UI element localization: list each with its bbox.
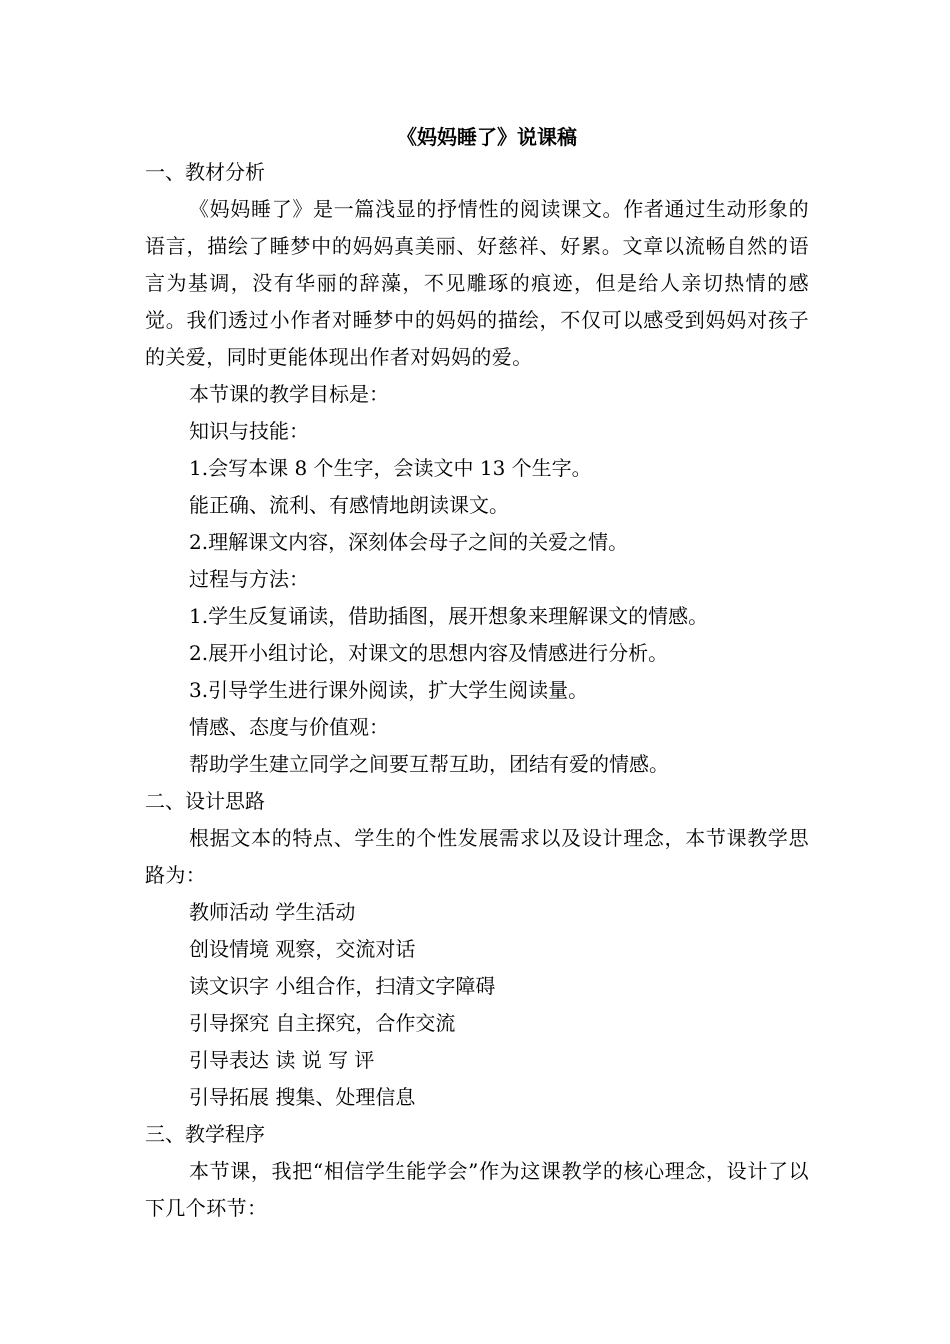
knowledge-heading: 知识与技能： bbox=[189, 419, 309, 443]
goals-intro: 本节课的教学目标是： bbox=[189, 382, 389, 406]
section-heading-procedure: 三、教学程序 bbox=[145, 1122, 265, 1146]
knowledge-item: 2.理解课文内容，深刻体会母子之间的关爱之情。 bbox=[189, 530, 629, 554]
design-row: 引导拓展 搜集、处理信息 bbox=[189, 1085, 416, 1109]
design-row: 引导表达 读 说 写 评 bbox=[189, 1048, 375, 1072]
design-row: 创设情境 观察，交流对话 bbox=[189, 937, 416, 961]
design-row: 读文识字 小组合作，扫清文字障碍 bbox=[189, 974, 496, 998]
analysis-paragraph: 《妈妈睡了》是一篇浅显的抒情性的阅读课文。作者通过生动形象的语言，描绘了睡梦中的妈妈真美丽、好慈祥、好累。文章以流畅自然的语言为基调，没有华丽的辞藻，不见雕琢的痕迹，但是给人亲切热情的感觉。我们透过小作者对睡梦中的妈妈的描绘，不仅可以感受到妈妈对孩子的关爱，同时更能体现出作者对妈妈的爱。 bbox=[145, 197, 809, 369]
section-heading-analysis: 一、教材分析 bbox=[145, 160, 265, 184]
emotion-heading: 情感、态度与价值观： bbox=[189, 715, 389, 739]
document-title: 《妈妈睡了》说课稿 bbox=[397, 125, 577, 149]
design-row: 教师活动 学生活动 bbox=[189, 900, 356, 924]
knowledge-item: 1.会写本课 8 个生字，会读文中 13 个生字。 bbox=[189, 456, 592, 480]
process-item: 1.学生反复诵读，借助插图，展开想象来理解课文的情感。 bbox=[189, 604, 709, 628]
emotion-text: 帮助学生建立同学之间要互帮互助，团结有爱的情感。 bbox=[189, 752, 669, 776]
knowledge-item: 能正确、流利、有感情地朗读课文。 bbox=[189, 493, 509, 517]
procedure-paragraph: 本节课，我把“相信学生能学会”作为这课教学的核心理念，设计了以下几个环节： bbox=[145, 1159, 809, 1220]
section-heading-design: 二、设计思路 bbox=[145, 789, 265, 813]
process-heading: 过程与方法： bbox=[189, 567, 309, 591]
design-paragraph: 根据文本的特点、学生的个性发展需求以及设计理念，本节课教学思路为： bbox=[145, 826, 809, 887]
document-content bbox=[145, 122, 809, 1227]
design-row: 引导探究 自主探究，合作交流 bbox=[189, 1011, 456, 1035]
process-item: 2.展开小组讨论，对课文的思想内容及情感进行分析。 bbox=[189, 641, 669, 665]
process-item: 3.引导学生进行课外阅读，扩大学生阅读量。 bbox=[189, 678, 589, 702]
